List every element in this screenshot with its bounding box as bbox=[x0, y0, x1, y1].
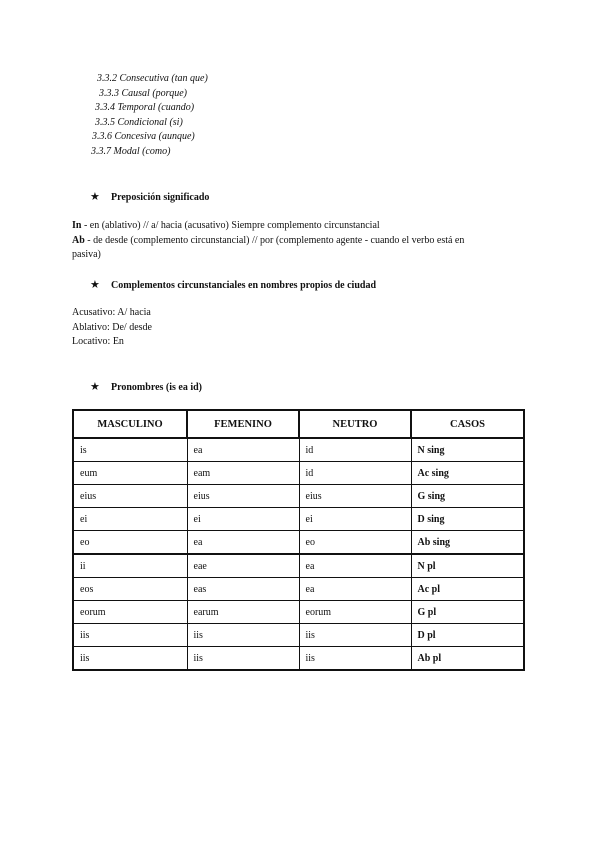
section-heading-complementos bbox=[90, 278, 376, 292]
preposicion-paragraph bbox=[72, 219, 532, 263]
table-row bbox=[73, 531, 524, 555]
cell-femenino: eae bbox=[187, 554, 299, 578]
cell-casos: N pl bbox=[411, 554, 524, 578]
cell-casos: N sing bbox=[411, 438, 524, 462]
cell-neutro: ei bbox=[299, 508, 411, 531]
cell-femenino: eam bbox=[187, 462, 299, 485]
cell-masculino: eorum bbox=[73, 601, 187, 624]
complemento-line: Ablativo: De/ desde bbox=[72, 321, 152, 333]
outline-item: 3.3.3 Causal (porque) bbox=[99, 87, 187, 99]
complementos-list bbox=[72, 306, 532, 350]
header-femenino: FEMENINO bbox=[187, 410, 299, 438]
cell-casos: D sing bbox=[411, 508, 524, 531]
table-row bbox=[73, 601, 524, 624]
cell-casos: Ab pl bbox=[411, 647, 524, 671]
cell-masculino: ii bbox=[73, 554, 187, 578]
header-neutro: NEUTRO bbox=[299, 410, 411, 438]
cell-casos: Ac pl bbox=[411, 578, 524, 601]
table-row bbox=[73, 508, 524, 531]
cell-femenino: earum bbox=[187, 601, 299, 624]
cell-masculino: eo bbox=[73, 531, 187, 555]
cell-femenino: eas bbox=[187, 578, 299, 601]
cell-femenino: iis bbox=[187, 647, 299, 671]
star-bullet-icon: ★ bbox=[90, 191, 100, 203]
outline-item: 3.3.2 Consecutiva (tan que) bbox=[97, 73, 208, 84]
cell-casos: G sing bbox=[411, 485, 524, 508]
paragraph-line bbox=[72, 219, 532, 234]
cell-neutro: iis bbox=[299, 647, 411, 671]
heading-text: Pronombres (is ea id) bbox=[111, 382, 203, 393]
cell-neutro: id bbox=[299, 438, 411, 462]
outline-list bbox=[91, 72, 208, 160]
outline-item: 3.3.5 Condicional (si) bbox=[95, 116, 183, 128]
cell-masculino: ei bbox=[73, 508, 187, 531]
cell-neutro: iis bbox=[299, 624, 411, 647]
paragraph-line bbox=[72, 234, 532, 249]
definition-ab: - de desde (complemento circunstancial) // por (complemento agente - cuando el verbo está en bbox=[84, 234, 465, 246]
complemento-line: Acusativo: A/ hacia bbox=[72, 307, 151, 318]
cell-masculino: iis bbox=[73, 624, 187, 647]
section-heading-preposicion bbox=[90, 190, 209, 204]
cell-neutro: ea bbox=[299, 554, 411, 578]
table-row bbox=[73, 462, 524, 485]
cell-casos: Ac sing bbox=[411, 462, 524, 485]
heading-text: Complementos circunstanciales en nombres propios de ciudad bbox=[111, 280, 377, 291]
term-in: In bbox=[72, 220, 82, 231]
complemento-line: Locativo: En bbox=[72, 336, 124, 348]
cell-casos: Ab sing bbox=[411, 531, 524, 555]
star-bullet-icon: ★ bbox=[90, 279, 100, 291]
table-row bbox=[73, 624, 524, 647]
outline-item: 3.3.7 Modal (como) bbox=[91, 145, 171, 157]
cell-casos: G pl bbox=[411, 601, 524, 624]
definition-in: - en (ablativo) // a/ hacia (acusativo) Siempre complemento circunstancial bbox=[81, 220, 380, 231]
term-ab: Ab bbox=[72, 234, 85, 246]
table-row bbox=[73, 485, 524, 508]
cell-casos: D pl bbox=[411, 624, 524, 647]
paragraph-line: pasiva) bbox=[72, 249, 101, 261]
header-casos: CASOS bbox=[411, 410, 524, 438]
cell-masculino: eos bbox=[73, 578, 187, 601]
cell-neutro: ea bbox=[299, 578, 411, 601]
pronoun-declension-table bbox=[72, 409, 525, 671]
cell-neutro: eius bbox=[299, 485, 411, 508]
section-heading-pronombres bbox=[90, 380, 202, 394]
cell-neutro: eo bbox=[299, 531, 411, 555]
star-bullet-icon: ★ bbox=[90, 381, 100, 393]
cell-neutro: id bbox=[299, 462, 411, 485]
cell-femenino: ea bbox=[187, 531, 299, 555]
cell-masculino: is bbox=[73, 438, 187, 462]
cell-femenino: eius bbox=[187, 485, 299, 508]
cell-masculino: eius bbox=[73, 485, 187, 508]
cell-femenino: ea bbox=[187, 438, 299, 462]
outline-item: 3.3.4 Temporal (cuando) bbox=[95, 102, 195, 114]
table-header-row bbox=[73, 410, 524, 438]
table-row bbox=[73, 578, 524, 601]
outline-item: 3.3.6 Concesiva (aunque) bbox=[92, 131, 195, 143]
table-row bbox=[73, 647, 524, 671]
cell-neutro: eorum bbox=[299, 601, 411, 624]
table-row bbox=[73, 554, 524, 578]
header-masculino: MASCULINO bbox=[73, 410, 187, 438]
table-row bbox=[73, 438, 524, 462]
cell-femenino: iis bbox=[187, 624, 299, 647]
cell-femenino: ei bbox=[187, 508, 299, 531]
cell-masculino: iis bbox=[73, 647, 187, 671]
heading-text: Preposición significado bbox=[111, 192, 210, 203]
cell-masculino: eum bbox=[73, 462, 187, 485]
